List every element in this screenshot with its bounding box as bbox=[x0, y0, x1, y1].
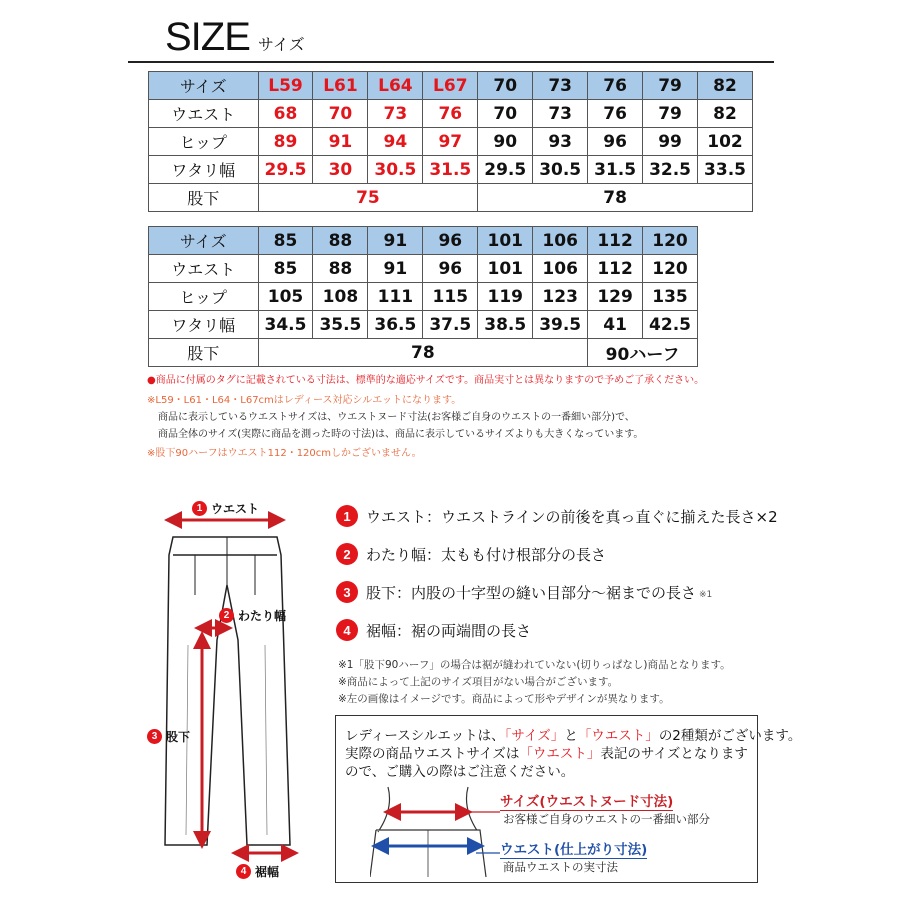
table-cell: 119 bbox=[478, 283, 533, 311]
table-cell: L67 bbox=[423, 72, 478, 100]
footnote-2: ※商品によって上記のサイズ項目がない場合がございます。 bbox=[338, 676, 619, 688]
table-cell: 88 bbox=[313, 227, 368, 255]
table-cell: 120 bbox=[643, 227, 698, 255]
row-label: ウエスト bbox=[149, 255, 259, 283]
table-cell: 90ハーフ bbox=[588, 339, 698, 367]
waist-illustration bbox=[370, 782, 500, 877]
legend-item-4: 4 裾幅：裾の両端間の長さ bbox=[336, 617, 531, 643]
table-cell: L61 bbox=[313, 72, 368, 100]
table-cell: 34.5 bbox=[258, 311, 313, 339]
table-cell: 73 bbox=[368, 100, 423, 128]
table-row bbox=[149, 283, 698, 311]
table-cell: 38.5 bbox=[478, 311, 533, 339]
table-cell: 112 bbox=[588, 255, 643, 283]
table-cell: 106 bbox=[533, 255, 588, 283]
box-line-3: ので、ご購入の際はご注意ください。 bbox=[345, 764, 575, 780]
table-cell: 111 bbox=[368, 283, 423, 311]
footnote-3: ※左の画像はイメージです。商品によって形やデザインが異なります。 bbox=[338, 693, 670, 705]
table-cell: 91 bbox=[368, 255, 423, 283]
table-cell: 79 bbox=[643, 100, 698, 128]
table-row bbox=[149, 128, 753, 156]
table-cell: 70 bbox=[313, 100, 368, 128]
hem-label: 4 裾幅 bbox=[236, 863, 279, 880]
table-cell: 32.5 bbox=[643, 156, 698, 184]
table-cell: 39.5 bbox=[533, 311, 588, 339]
table-cell: 30.5 bbox=[368, 156, 423, 184]
box-line-1: レディースシルエットは、「サイズ」と「ウエスト」の2種類がございます。 bbox=[345, 728, 802, 744]
table-cell: 30.5 bbox=[533, 156, 588, 184]
table-cell: 88 bbox=[313, 255, 368, 283]
table-cell: 112 bbox=[588, 227, 643, 255]
table-cell: 76 bbox=[588, 100, 643, 128]
note-overall-size: 商品全体のサイズ(実際に商品を測った時の寸法)は、商品に表示しているサイズよりも大きくなっています。 bbox=[158, 429, 644, 440]
table-cell: 37.5 bbox=[423, 311, 478, 339]
table-cell: 89 bbox=[258, 128, 313, 156]
legend-item-3: 3 股下：内股の十字型の縫い目部分〜裾までの長さ ※1 bbox=[336, 579, 712, 605]
table-cell: 135 bbox=[643, 283, 698, 311]
table-cell: 82 bbox=[698, 100, 753, 128]
table-cell: 36.5 bbox=[368, 311, 423, 339]
table-cell: 96 bbox=[588, 128, 643, 156]
table-cell: 91 bbox=[313, 128, 368, 156]
pants-outline bbox=[165, 537, 290, 845]
table-cell: 29.5 bbox=[478, 156, 533, 184]
table-cell: 29.5 bbox=[258, 156, 313, 184]
table-cell: 91 bbox=[368, 227, 423, 255]
table-cell: 123 bbox=[533, 283, 588, 311]
row-label: サイズ bbox=[149, 72, 259, 100]
table-cell: 90 bbox=[478, 128, 533, 156]
table-cell: 108 bbox=[313, 283, 368, 311]
legend-item-1: 1 ウエスト：ウエストラインの前後を真っ直ぐに揃えた長さ×2 bbox=[336, 503, 778, 529]
table-cell: 70 bbox=[478, 100, 533, 128]
table-cell: 73 bbox=[533, 100, 588, 128]
table-cell: 79 bbox=[643, 72, 698, 100]
title-sub: サイズ bbox=[257, 37, 305, 54]
legend-num-icon: 1 bbox=[336, 505, 358, 527]
table-cell: L64 bbox=[368, 72, 423, 100]
row-label: 股下 bbox=[149, 339, 259, 367]
table-cell: 41 bbox=[588, 311, 643, 339]
table-row bbox=[149, 184, 753, 212]
table-cell: 102 bbox=[698, 128, 753, 156]
size-nude-desc: お客様ご自身のウエストの一番細い部分 bbox=[503, 812, 710, 826]
table-cell: 31.5 bbox=[588, 156, 643, 184]
table-cell: 94 bbox=[368, 128, 423, 156]
size-table-1 bbox=[148, 71, 753, 212]
table-cell: 82 bbox=[698, 72, 753, 100]
table-cell: 106 bbox=[533, 227, 588, 255]
title-divider bbox=[128, 61, 774, 63]
table-cell: 33.5 bbox=[698, 156, 753, 184]
table-cell: 78 bbox=[258, 339, 588, 367]
num-1-icon: 1 bbox=[192, 501, 207, 516]
box-line-2: 実際の商品ウエストサイズは「ウエスト」表記のサイズとなります bbox=[345, 746, 748, 762]
table-cell: 70 bbox=[478, 72, 533, 100]
note-ladies: ※L59・L61・L64・L67cmはレディース対応シルエットになります。 bbox=[147, 395, 462, 406]
page-title bbox=[165, 15, 305, 60]
table-cell: 35.5 bbox=[313, 311, 368, 339]
note-half: ※股下90ハーフはウエスト112・120cmしかございません。 bbox=[147, 448, 422, 459]
table-cell: 96 bbox=[423, 255, 478, 283]
row-label: ワタリ幅 bbox=[149, 156, 259, 184]
note-tag: ●商品に付属のタグに記載されている寸法は、標準的な適応サイズです。商品実寸とは異なりますので予めご了承ください。 bbox=[147, 375, 705, 386]
legend-num-icon: 3 bbox=[336, 581, 358, 603]
finished-waist-label: ウエスト(仕上がり寸法) bbox=[500, 838, 647, 859]
row-label: サイズ bbox=[149, 227, 259, 255]
table-cell: 68 bbox=[258, 100, 313, 128]
table-cell: 85 bbox=[258, 227, 313, 255]
table-cell: 101 bbox=[478, 227, 533, 255]
table-cell: 85 bbox=[258, 255, 313, 283]
pants-diagram bbox=[140, 495, 330, 890]
row-label: ヒップ bbox=[149, 283, 259, 311]
table-cell: 97 bbox=[423, 128, 478, 156]
table-row bbox=[149, 339, 698, 367]
legend-num-icon: 4 bbox=[336, 619, 358, 641]
row-label: ワタリ幅 bbox=[149, 311, 259, 339]
table-row bbox=[149, 100, 753, 128]
title-main: SIZE bbox=[165, 15, 250, 59]
table-row bbox=[149, 311, 698, 339]
table-cell: 78 bbox=[478, 184, 753, 212]
table-cell: 120 bbox=[643, 255, 698, 283]
table-cell: 93 bbox=[533, 128, 588, 156]
num-3-icon: 3 bbox=[147, 729, 162, 744]
size-nude-label: サイズ(ウエストヌード寸法) bbox=[500, 790, 673, 811]
table-cell: 73 bbox=[533, 72, 588, 100]
legend-num-icon: 2 bbox=[336, 543, 358, 565]
size-table-2 bbox=[148, 226, 698, 367]
table-row bbox=[149, 227, 698, 255]
table-cell: 76 bbox=[423, 100, 478, 128]
waist-label: 1 ウエスト bbox=[192, 500, 259, 517]
num-4-icon: 4 bbox=[236, 864, 251, 879]
table-cell: 31.5 bbox=[423, 156, 478, 184]
finished-waist-desc: 商品ウエストの実寸法 bbox=[503, 860, 618, 874]
table-row bbox=[149, 72, 753, 100]
table-cell: L59 bbox=[258, 72, 313, 100]
inseam-label: 3 股下 bbox=[147, 728, 190, 745]
table-cell: 76 bbox=[588, 72, 643, 100]
table-cell: 96 bbox=[423, 227, 478, 255]
row-label: ウエスト bbox=[149, 100, 259, 128]
table-row bbox=[149, 255, 698, 283]
table-cell: 42.5 bbox=[643, 311, 698, 339]
footnote-1: ※1「股下90ハーフ」の場合は裾が縫われていない(切りっぱなし)商品となります。 bbox=[338, 659, 731, 671]
thigh-label: 2 わたり幅 bbox=[219, 607, 286, 624]
table-cell: 75 bbox=[258, 184, 478, 212]
table-cell: 30 bbox=[313, 156, 368, 184]
legend-item-2: 2 わたり幅：太もも付け根部分の長さ bbox=[336, 541, 606, 567]
row-label: ヒップ bbox=[149, 128, 259, 156]
table-cell: 99 bbox=[643, 128, 698, 156]
table-cell: 129 bbox=[588, 283, 643, 311]
num-2-icon: 2 bbox=[219, 608, 234, 623]
table-row bbox=[149, 156, 753, 184]
note-waist-size: 商品に表示しているウエストサイズは、ウエストヌード寸法(お客様ご自身のウエストの一番細い部分)で、 bbox=[158, 412, 635, 423]
row-label: 股下 bbox=[149, 184, 259, 212]
table-cell: 101 bbox=[478, 255, 533, 283]
table-cell: 115 bbox=[423, 283, 478, 311]
table-cell: 105 bbox=[258, 283, 313, 311]
